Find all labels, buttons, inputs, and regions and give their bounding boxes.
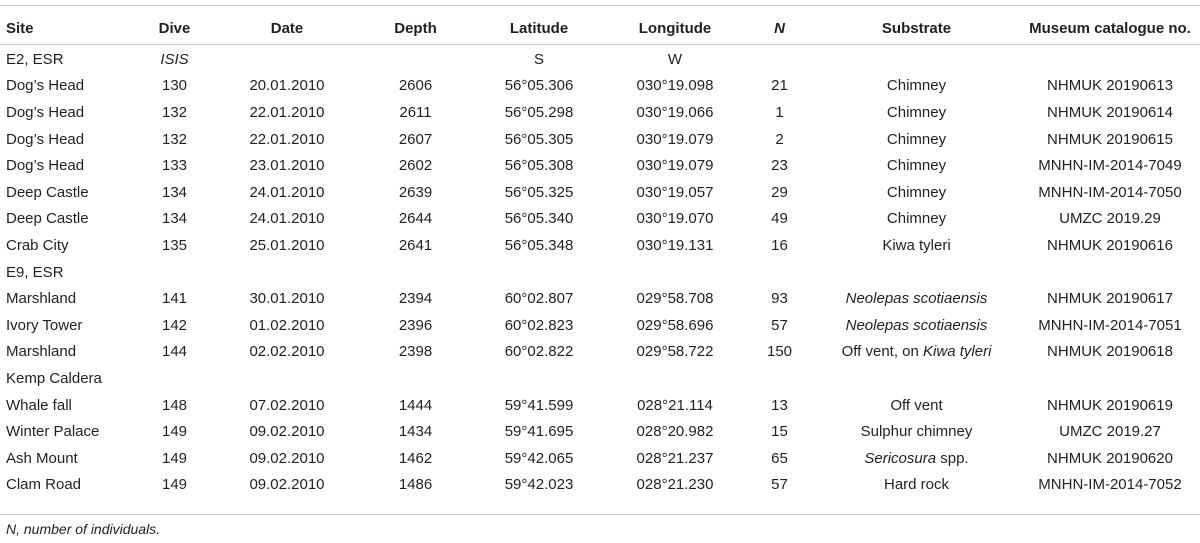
table-row: [0, 179, 1200, 206]
cell-depth: 2396: [398, 316, 433, 334]
cell-site: Whale fall: [6, 396, 72, 414]
table-row: [0, 152, 1200, 179]
cell-n: 65: [771, 449, 788, 467]
cell-depth: 2606: [398, 77, 433, 95]
cell-n: 57: [771, 476, 788, 494]
cell-n: 2: [775, 130, 784, 148]
cell-date: 07.02.2010: [249, 396, 325, 414]
group-row: [0, 365, 1200, 392]
substrate-genus: Sericosura: [864, 449, 937, 467]
cell-longitude: 030°19.070: [636, 210, 714, 228]
cell-site: Winter Palace: [6, 423, 100, 441]
cell-depth: 2398: [398, 343, 433, 361]
cell-museum: NHMUK 20190617: [1047, 290, 1173, 308]
cell-longitude: 030°19.066: [636, 103, 714, 121]
table-row: [0, 285, 1200, 312]
cell-depth: 2644: [398, 210, 433, 228]
cell-date: 20.01.2010: [249, 77, 325, 95]
table-row: [0, 73, 1200, 100]
header-museum: Museum catalogue no.: [1020, 12, 1200, 45]
cell-substrate: Chimney: [886, 130, 947, 148]
cell-substrate: Chimney: [886, 77, 947, 95]
cell-dive: 134: [161, 183, 188, 201]
cell-n: 15: [771, 423, 788, 441]
cell-substrate: [813, 339, 1020, 366]
cell-latitude: S: [533, 50, 544, 68]
cell-site: Dog’s Head: [6, 130, 85, 148]
cell-latitude: 56°05.348: [504, 236, 574, 254]
cell-longitude: 030°19.131: [636, 236, 714, 254]
cell-substrate: Kiwa tyleri: [882, 236, 951, 254]
cell-dive: 148: [161, 396, 188, 414]
cell-museum: NHMUK 20190620: [1047, 449, 1173, 467]
cell-date: 09.02.2010: [249, 449, 325, 467]
bottom-rule: [0, 514, 1200, 515]
cell-site: Deep Castle: [6, 183, 89, 201]
cell-longitude: 028°20.982: [636, 423, 714, 441]
cell-latitude: 59°41.599: [504, 396, 574, 414]
cell-date: 25.01.2010: [249, 236, 325, 254]
cell-site: Deep Castle: [6, 210, 89, 228]
cell-substrate: Chimney: [886, 157, 947, 175]
cell-latitude: 59°42.023: [504, 476, 574, 494]
header-latitude: Latitude: [474, 12, 604, 45]
cell-latitude: 60°02.823: [504, 316, 574, 334]
cell-dive: 144: [161, 343, 188, 361]
cell-latitude: 59°41.695: [504, 423, 574, 441]
group-row: [0, 45, 1200, 73]
specimen-table: [0, 12, 1200, 498]
cell-museum: MNHN-IM-2014-7052: [1038, 476, 1182, 494]
cell-depth: 2602: [398, 157, 433, 175]
cell-dive: 132: [161, 130, 188, 148]
cell-museum: MNHN-IM-2014-7051: [1038, 316, 1182, 334]
cell-dive: 135: [161, 236, 188, 254]
cell-longitude: 029°58.708: [636, 290, 714, 308]
table-row: [0, 126, 1200, 153]
table-row: [0, 99, 1200, 126]
cell-longitude: 030°19.057: [636, 183, 714, 201]
cell-depth: 2639: [398, 183, 433, 201]
cell-substrate: Chimney: [886, 103, 947, 121]
table-row: [0, 232, 1200, 259]
cell-museum: NHMUK 20190618: [1047, 343, 1173, 361]
header-substrate: Substrate: [813, 12, 1020, 45]
cell-dive: 149: [161, 476, 188, 494]
cell-longitude: 030°19.098: [636, 77, 714, 95]
table-row: [0, 392, 1200, 419]
cell-longitude: 030°19.079: [636, 130, 714, 148]
cell-longitude: 028°21.230: [636, 476, 714, 494]
cell-longitude: 028°21.237: [636, 449, 714, 467]
table-row: [0, 206, 1200, 233]
cell-site: Ash Mount: [6, 449, 78, 467]
cell-n: 1: [775, 103, 784, 121]
cell-date: 02.02.2010: [249, 343, 325, 361]
cell-substrate: [813, 445, 1020, 472]
cell-latitude: 56°05.340: [504, 210, 574, 228]
cell-substrate: Neolepas scotiaensis: [845, 316, 988, 334]
cell-date: 30.01.2010: [249, 290, 325, 308]
cell-n: 57: [771, 316, 788, 334]
cell-latitude: 60°02.822: [504, 343, 574, 361]
cell-site: E9, ESR: [6, 263, 64, 281]
cell-date: 22.01.2010: [249, 130, 325, 148]
cell-date: 24.01.2010: [249, 210, 325, 228]
cell-longitude: 028°21.114: [637, 396, 713, 414]
cell-latitude: 56°05.306: [504, 77, 574, 95]
cell-date: 24.01.2010: [249, 183, 325, 201]
cell-n: 21: [771, 77, 788, 95]
header-depth: Depth: [357, 12, 474, 45]
cell-longitude: 029°58.696: [636, 316, 714, 334]
cell-date: 09.02.2010: [249, 423, 325, 441]
cell-longitude: W: [667, 50, 683, 68]
cell-depth: 2611: [399, 103, 432, 121]
header-longitude: Longitude: [604, 12, 746, 45]
header-date: Date: [217, 12, 357, 45]
cell-dive: 133: [161, 157, 188, 175]
cell-site: Marshland: [6, 290, 77, 308]
cell-latitude: 60°02.807: [504, 290, 574, 308]
table-row: [0, 445, 1200, 472]
header-site: Site: [0, 12, 132, 45]
cell-depth: 2394: [398, 290, 433, 308]
cell-substrate: Hard rock: [883, 476, 950, 494]
cell-n: 16: [771, 236, 788, 254]
cell-latitude: 56°05.308: [504, 157, 574, 175]
cell-museum: UMZC 2019.27: [1059, 423, 1161, 441]
cell-substrate: Chimney: [886, 210, 947, 228]
group-row: [0, 259, 1200, 286]
cell-dive: 141: [161, 290, 188, 308]
cell-site: Dog’s Head: [6, 157, 85, 175]
table-row: [0, 339, 1200, 366]
cell-site: Dog’s Head: [6, 77, 85, 95]
cell-n: 93: [771, 290, 788, 308]
cell-latitude: 56°05.325: [504, 183, 574, 201]
cell-date: 01.02.2010: [249, 316, 325, 334]
cell-latitude: 56°05.298: [504, 103, 574, 121]
cell-dive: 134: [161, 210, 188, 228]
cell-dive: 132: [161, 103, 188, 121]
cell-substrate: Neolepas scotiaensis: [845, 290, 988, 308]
cell-n: 49: [771, 210, 788, 228]
substrate-suffix: spp.: [936, 449, 969, 467]
cell-date: 22.01.2010: [249, 103, 325, 121]
cell-museum: NHMUK 20190614: [1047, 103, 1173, 121]
cell-date: 23.01.2010: [249, 157, 325, 175]
cell-museum: NHMUK 20190615: [1047, 130, 1173, 148]
cell-date: 09.02.2010: [249, 476, 325, 494]
substrate-species: Kiwa tyleri: [923, 343, 992, 361]
top-rule: [0, 5, 1200, 6]
cell-site: Clam Road: [6, 476, 82, 494]
header-dive: Dive: [132, 12, 217, 45]
cell-dive: 149: [161, 423, 188, 441]
cell-depth: 2641: [398, 236, 433, 254]
cell-museum: MNHN-IM-2014-7050: [1038, 183, 1182, 201]
cell-latitude: 56°05.305: [504, 130, 574, 148]
cell-depth: 2607: [398, 130, 433, 148]
cell-site: Dog’s Head: [6, 103, 85, 121]
table-footnote: N, number of individuals.: [6, 521, 161, 537]
cell-museum: UMZC 2019.29: [1059, 210, 1161, 228]
cell-depth: 1462: [398, 449, 433, 467]
cell-longitude: 029°58.722: [636, 343, 714, 361]
cell-n: 13: [771, 396, 788, 414]
cell-dive: 142: [161, 316, 188, 334]
cell-site: E2, ESR: [6, 50, 64, 68]
cell-dive: 149: [161, 449, 188, 467]
cell-site: Kemp Caldera: [6, 369, 102, 387]
substrate-prefix: Off vent, on: [841, 343, 924, 361]
cell-site: Ivory Tower: [6, 316, 83, 334]
header-row: [0, 12, 1200, 45]
table-row: [0, 472, 1200, 499]
cell-museum: NHMUK 20190616: [1047, 236, 1173, 254]
cell-dive: ISIS: [160, 50, 189, 68]
cell-depth: 1434: [398, 423, 433, 441]
table-row: [0, 418, 1200, 445]
cell-n: 29: [771, 183, 788, 201]
cell-longitude: 030°19.079: [636, 157, 714, 175]
cell-n: 150: [766, 343, 793, 361]
cell-site: Crab City: [6, 236, 69, 254]
cell-substrate: Chimney: [886, 183, 947, 201]
cell-substrate: Off vent: [890, 396, 943, 414]
cell-depth: 1444: [398, 396, 433, 414]
header-n: N: [746, 12, 813, 45]
cell-museum: NHMUK 20190613: [1047, 77, 1173, 95]
table-row: [0, 312, 1200, 339]
cell-museum: MNHN-IM-2014-7049: [1038, 157, 1182, 175]
cell-latitude: 59°42.065: [504, 449, 574, 467]
cell-dive: 130: [161, 77, 188, 95]
cell-substrate: Sulphur chimney: [860, 423, 973, 441]
cell-depth: 1486: [398, 476, 433, 494]
cell-site: Marshland: [6, 343, 77, 361]
cell-museum: NHMUK 20190619: [1047, 396, 1173, 414]
cell-n: 23: [771, 157, 788, 175]
